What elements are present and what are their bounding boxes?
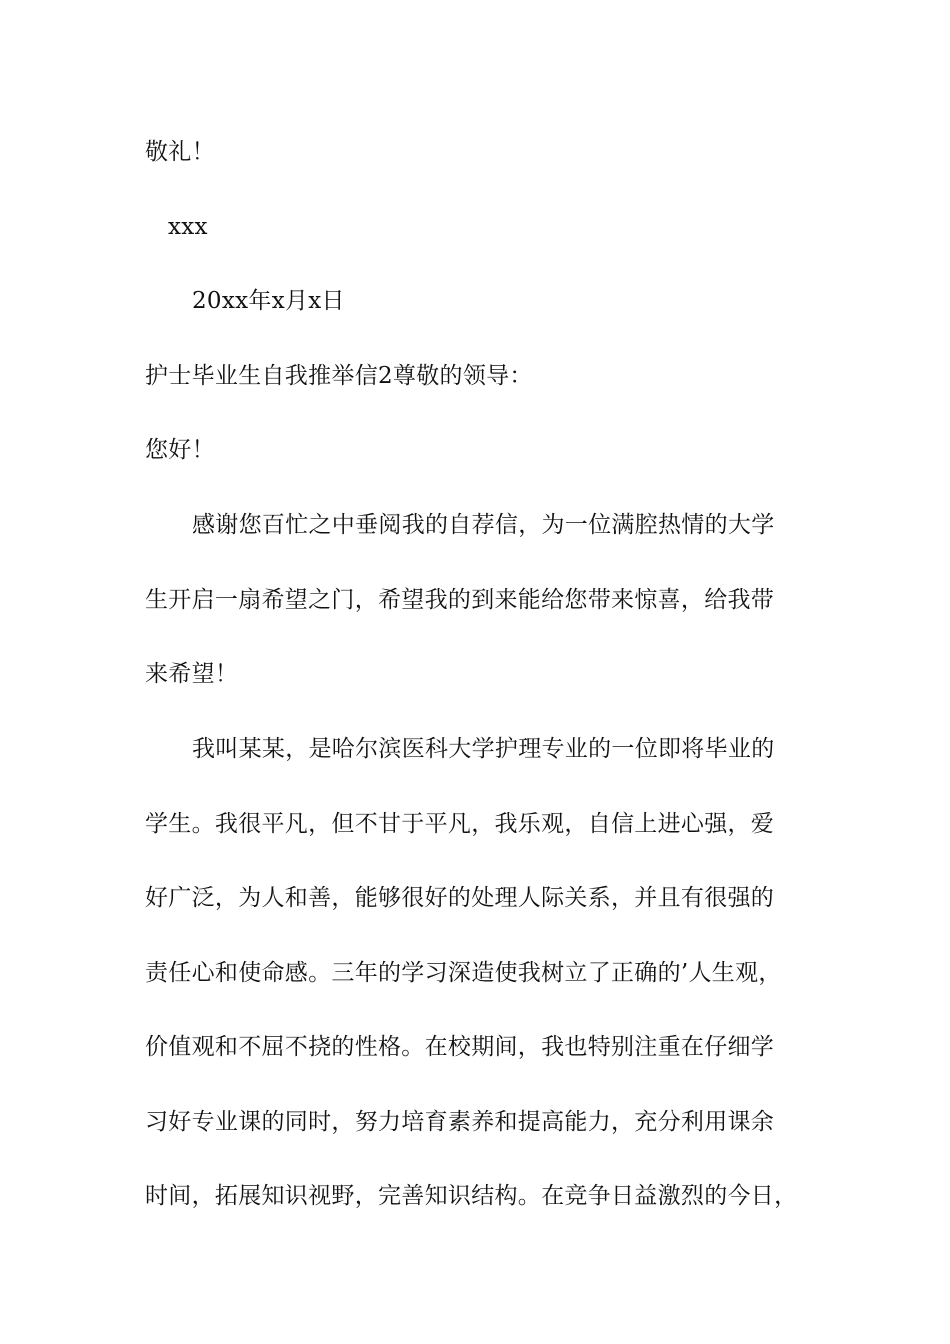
date-line: 20xx年x月x日 — [192, 288, 345, 314]
paragraph2-line5: 价值观和不屈不挠的性格。在校期间，我也特别注重在仔细学 — [145, 1034, 775, 1060]
signature-line: xxx — [168, 214, 208, 240]
paragraph2-line6: 习好专业课的同时，努力培育素养和提高能力，充分利用课余 — [145, 1109, 775, 1135]
letter-heading: 护士毕业生自我推举信2尊敬的领导： — [145, 363, 533, 389]
paragraph2-line4: 责任心和使命感。三年的学习深造使我树立了正确的’人生观， — [145, 960, 782, 986]
paragraph2-line1: 我叫某某，是哈尔滨医科大学护理专业的一位即将毕业的 — [192, 736, 775, 762]
paragraph1-line1: 感谢您百忙之中垂阅我的自荐信，为一位满腔热情的大学 — [192, 512, 775, 538]
paragraph1-line2: 生开启一扇希望之门，希望我的到来能给您带来惊喜，给我带 — [145, 587, 775, 613]
paragraph2-line3: 好广泛，为人和善，能够很好的处理人际关系，并且有很强的 — [145, 885, 775, 911]
closing-line: 敬礼！ — [145, 139, 215, 165]
greeting-line: 您好！ — [145, 437, 215, 463]
paragraph1-line3: 来希望！ — [145, 661, 239, 687]
paragraph2-line7: 时间，拓展知识视野，完善知识结构。在竞争日益激烈的今日， — [145, 1183, 798, 1209]
paragraph2-line2: 学生。我很平凡，但不甘于平凡，我乐观，自信上进心强，爱 — [145, 811, 775, 837]
